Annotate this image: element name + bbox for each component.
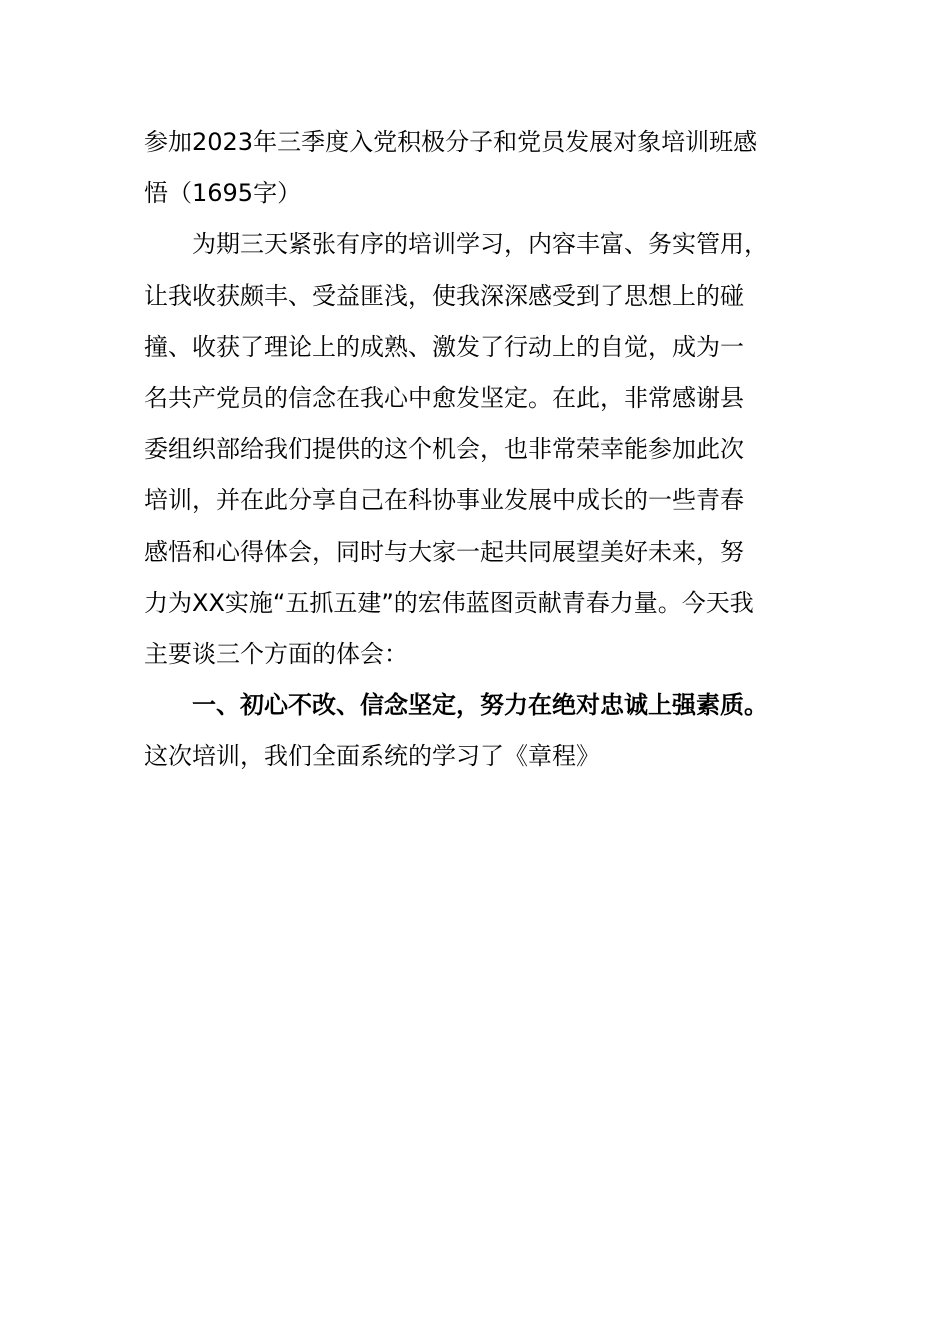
paragraph-1-line-5: 委组织部给我们提供的这个机会，也非常荣幸能参加此次 [144, 435, 744, 464]
paragraph-2-line-1: 这次培训，我们全面系统的学习了《章程》 [144, 742, 600, 771]
document-title [144, 117, 834, 219]
section-heading-1: 一、初心不改、信念坚定，努力在绝对忠诚上强素质。 [192, 691, 768, 720]
paragraph-1-line-2: 让我收获颇丰、受益匪浅，使我深深感受到了思想上的碰 [144, 281, 744, 310]
paragraph-1-line-1: 为期三天紧张有序的培训学习，内容丰富、务实管用， [192, 230, 768, 259]
paragraph-1-line-9: 主要谈三个方面的体会： [144, 639, 408, 668]
paragraph-2 [144, 731, 834, 782]
title-line-1: 参加2023年三季度入党积极分子和党员发展对象培训班感 [144, 128, 758, 156]
paragraph-1-line-7: 感悟和心得体会，同时与大家一起共同展望美好未来，努 [144, 537, 744, 566]
paragraph-1-line-6: 培训，并在此分享自己在科协事业发展中成长的一些青春 [144, 486, 744, 515]
paragraph-1 [144, 219, 834, 680]
paragraph-1-line-3: 撞、收获了理论上的成熟、激发了行动上的自觉，成为一 [144, 332, 744, 361]
paragraph-1-line-8: 力为XX实施“五抓五建”的宏伟蓝图贡献青春力量。今天我 [144, 588, 754, 617]
document-body [144, 117, 834, 782]
paragraph-1-line-4: 名共产党员的信念在我心中愈发坚定。在此，非常感谢县 [144, 383, 744, 412]
title-line-2: 悟（1695字） [144, 179, 302, 208]
